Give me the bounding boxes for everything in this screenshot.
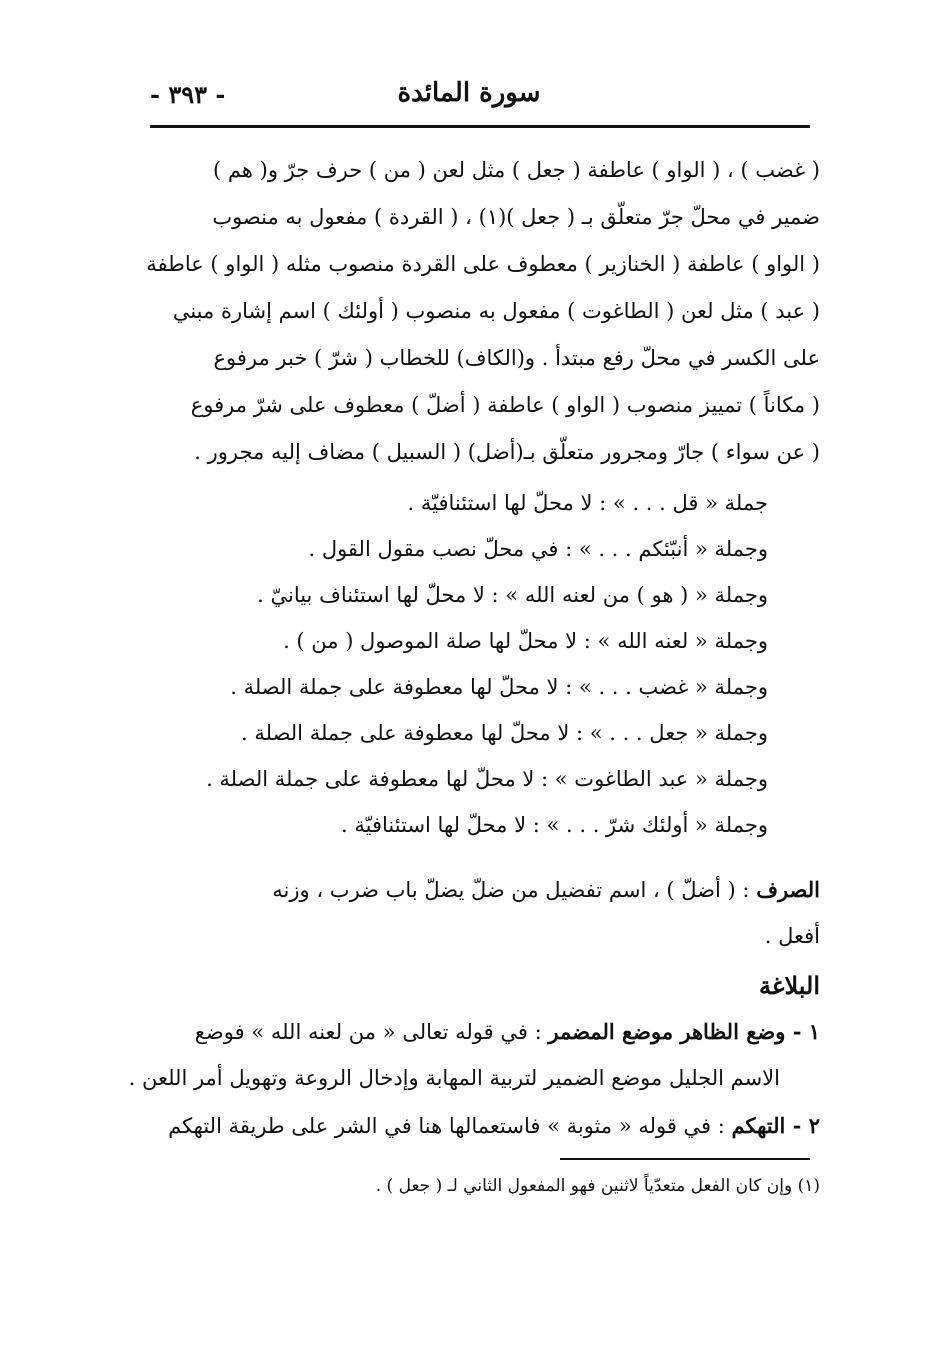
i3rab-paragraph (140, 147, 820, 476)
footnote-divider (560, 1158, 810, 1160)
balagha-item-1-text: : في قوله تعالى « من لعنه الله » فوضع (194, 1020, 542, 1044)
text-line: ( الواو ) عاطفة ( الخنازير ) معطوف على القردة منصوب مثله ( الواو ) عاطفة (146, 252, 820, 276)
balagha-heading-block (140, 962, 820, 1009)
balagha-item-2 (140, 1102, 820, 1149)
sarf-line (140, 866, 820, 913)
sarf-section (140, 866, 820, 960)
balagha-item-2-label: ٢ - التهكم (731, 1113, 820, 1138)
text-line: ( غضب ) ، ( الواو ) عاطفة ( جعل ) مثل لعن ( من ) حرف جرّ و( هم ) (213, 158, 820, 182)
text-line: ( عن سواء ) جارّ ومجرور متعلّق بـ(أضل) ( السبيل ) مضاف إليه مجرور . (194, 440, 820, 464)
sentence-item: وجملة « غضب . . . » : لا محلّ لها معطوفة على جملة الصلة . (230, 675, 768, 699)
text-line: على الكسر في محلّ رفع مبتدأ . و(الكاف) للخطاب ( شرّ ) خبر مرفوع (213, 346, 820, 370)
sentence-item: وجملة « عبد الطاغوت » : لا محلّ لها معطوفة على جملة الصلة . (206, 767, 768, 791)
balagha-heading: البلاغة (759, 971, 820, 1000)
text-line: ( عبد ) مثل لعن ( الطاغوت ) مفعول به منصوب ( أولئك ) اسم إشارة مبني (172, 299, 820, 323)
sarf-line-2: أفعل . (764, 924, 820, 948)
page-title: سورة المائدة (397, 78, 541, 108)
balagha-item-1-line-2: الاسم الجليل موضع الضمير لتربية المهابة وإدخال الروعة وتهويل أمر اللعن . (128, 1066, 780, 1090)
sentence-item: وجملة « لعنه الله » : لا محلّ لها صلة الموصول ( من ) . (283, 629, 768, 653)
text-line: ( مكاناً ) تمييز منصوب ( الواو ) عاطفة ( أضلّ ) معطوف على شرّ مرفوع (190, 393, 820, 417)
sentence-item: وجملة « أنبّئكم . . . » : في محلّ نصب مقول القول . (308, 537, 768, 561)
sentences-list (148, 480, 768, 848)
sarf-text: : ( أضلّ ) ، اسم تفضيل من ضلّ يضلّ باب ضرب ، وزنه (272, 878, 750, 902)
balagha-item-2-text: : في قوله « مثوبة » فاستعمالها هنا في الشر على طريقة التهكم (168, 1114, 725, 1138)
sentence-item: وجملة « أولئك شرّ . . . » : لا محلّ لها استئنافيّة . (341, 813, 768, 837)
page-number: - ٣٩٣ - (150, 80, 226, 109)
sentence-item: وجملة « جعل . . . » : لا محلّ لها معطوفة على جملة الصلة . (241, 721, 768, 745)
sentence-item: وجملة « ( هو ) من لعنه الله » : لا محلّ لها استئناف بيانيّ . (257, 583, 768, 607)
footnote: (١) وإن كان الفعل متعدّياً لاثنين فهو المفعول الثاني لـ ( جعل ) . (375, 1176, 820, 1196)
balagha-item-1-label: ١ - وضع الظاهر موضع المضمر (548, 1019, 820, 1044)
sarf-label: الصرف (756, 877, 820, 902)
header-divider (150, 125, 810, 128)
balagha-item-1 (140, 1008, 820, 1055)
sentence-item: جملة « قل . . . » : لا محلّ لها استئنافيّة . (407, 491, 768, 515)
balagha-section (128, 1008, 820, 1149)
text-line: ضمير في محلّ جرّ متعلّق بـ ( جعل )(١) ، ( القردة ) مفعول به منصوب (212, 205, 820, 229)
